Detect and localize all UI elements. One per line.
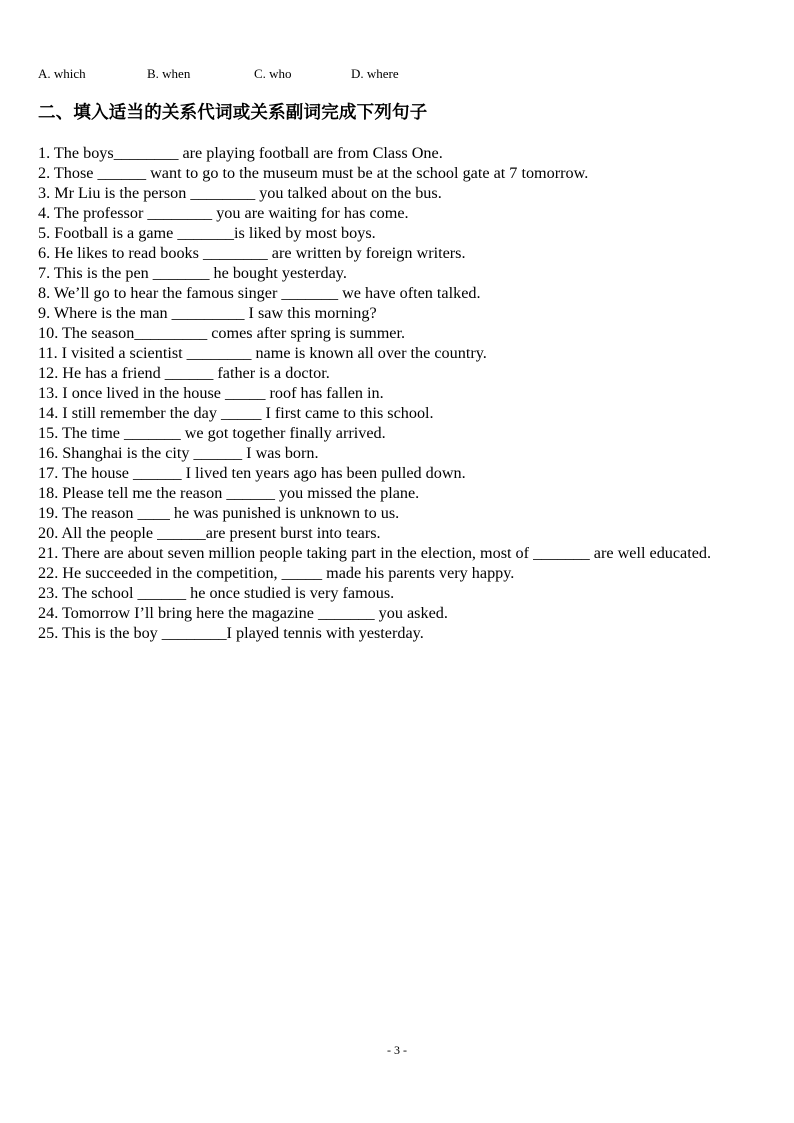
exercise-item-1: 1. The boys________ are playing football are from Class One.	[38, 144, 443, 162]
section-title: 二、填入适当的关系代词或关系副词完成下列句子	[38, 103, 428, 123]
exercise-item-14: 14. I still remember the day _____ I first came to this school.	[38, 404, 434, 422]
exercise-item-22: 22. He succeeded in the competition, _____ made his parents very happy.	[38, 564, 515, 582]
exercise-item-7: 7. This is the pen _______ he bought yesterday.	[38, 264, 347, 282]
page-number: - 3 -	[387, 1043, 407, 1057]
exercise-item-15: 15. The time _______ we got together finally arrived.	[38, 424, 386, 442]
exercise-item-11: 11. I visited a scientist ________ name is known all over the country.	[38, 344, 487, 362]
exercise-item-4: 4. The professor ________ you are waiting for has come.	[38, 204, 409, 222]
exercise-item-8: 8. We’ll go to hear the famous singer _______ we have often talked.	[38, 284, 481, 302]
exercise-item-16: 16. Shanghai is the city ______ I was born.	[38, 444, 319, 462]
exercise-item-2: 2. Those ______ want to go to the museum must be at the school gate at 7 tomorrow.	[38, 164, 589, 182]
exercise-item-19: 19. The reason ____ he was punished is unknown to us.	[38, 504, 400, 522]
option-a: A. which	[38, 66, 86, 81]
exercise-list	[38, 143, 750, 643]
exercise-item-3: 3. Mr Liu is the person ________ you talked about on the bus.	[38, 184, 442, 202]
exercise-item-25: 25. This is the boy ________I played tennis with yesterday.	[38, 624, 424, 642]
exercise-item-5: 5. Football is a game _______is liked by most boys.	[38, 224, 376, 242]
exercise-item-24: 24. Tomorrow I’ll bring here the magazine _______ you asked.	[38, 604, 448, 622]
exercise-item-10: 10. The season_________ comes after spring is summer.	[38, 324, 406, 342]
exercise-item-13: 13. I once lived in the house _____ roof has fallen in.	[38, 384, 384, 402]
exercise-item-18: 18. Please tell me the reason ______ you missed the plane.	[38, 484, 420, 502]
exercise-item-23: 23. The school ______ he once studied is very famous.	[38, 584, 395, 602]
exercise-item-6: 6. He likes to read books ________ are written by foreign writers.	[38, 244, 466, 262]
option-b: B. when	[147, 66, 191, 81]
exercise-item-12: 12. He has a friend ______ father is a doctor.	[38, 364, 330, 382]
exercise-item-9: 9. Where is the man _________ I saw this morning?	[38, 304, 377, 322]
exercise-item-21: 21. There are about seven million people taking part in the election, most of _______ are well educated.	[38, 544, 712, 562]
exercise-item-17: 17. The house ______ I lived ten years ago has been pulled down.	[38, 464, 466, 482]
option-d: D. where	[351, 66, 399, 81]
exercise-item-20: 20. All the people ______are present burst into tears.	[38, 524, 381, 542]
option-c: C. who	[254, 66, 292, 81]
